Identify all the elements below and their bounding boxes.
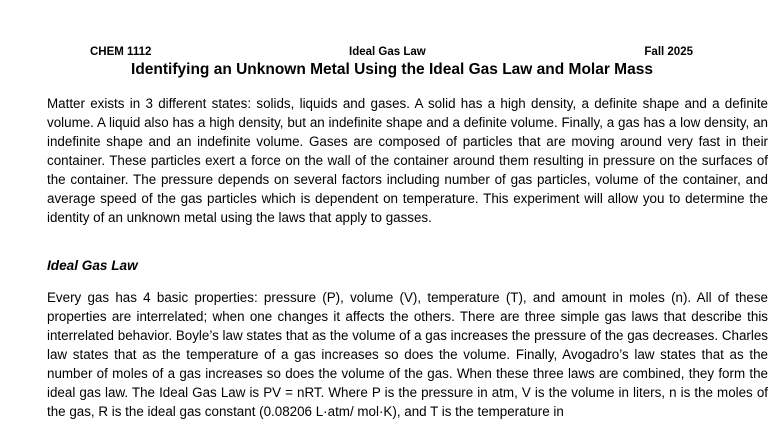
header-course: CHEM 1112 xyxy=(90,46,152,58)
header-topic: Ideal Gas Law xyxy=(349,46,426,58)
running-header xyxy=(90,46,693,60)
header-term: Fall 2025 xyxy=(644,46,693,58)
ideal-gas-law-paragraph: Every gas has 4 basic properties: pressure (P), volume (V), temperature (T), and amount in moles (n). All of these properties are interrelated; when one changes it affects the others. There are three simple gas laws that describe this interrelated behavior. Boyle’s law states that as the volume of a gas increases the pressure of the gas decreases. Charles law states that as the temperature of a gas increases so does the volume. Finally, Avogadro’s law states that as the number of moles of a gas increases so does the volume of the gas. When these three laws are combined, they form the ideal gas law. The Ideal Gas Law is PV = nRT. Where P is the pressure in atm, V is the volume in liters, n is the moles of the gas, R is the ideal gas constant (0.08206 L·atm/ mol·K), and T is the temperature in xyxy=(47,290,768,419)
document-title: Identifying an Unknown Metal Using the Ideal Gas Law and Molar Mass xyxy=(131,61,653,78)
section-heading-ideal-gas-law: Ideal Gas Law xyxy=(47,258,138,273)
intro-paragraph: Matter exists in 3 different states: solids, liquids and gases. A solid has a high density, a definite shape and a definite volume. A liquid also has a high density, but an indefinite shape and a definite volume. Finally, a gas has a low density, an indefinite shape and an indefinite volume. Gases are composed of particles that are moving around very fast in their container. These particles exert a force on the wall of the container around them resulting in pressure on the surfaces of the container. The pressure depends on several factors including number of gas particles, volume of the container, and average speed of the gas particles which is dependent on temperature. This experiment will allow you to determine the identity of an unknown metal using the laws that apply to gasses. xyxy=(47,96,768,225)
